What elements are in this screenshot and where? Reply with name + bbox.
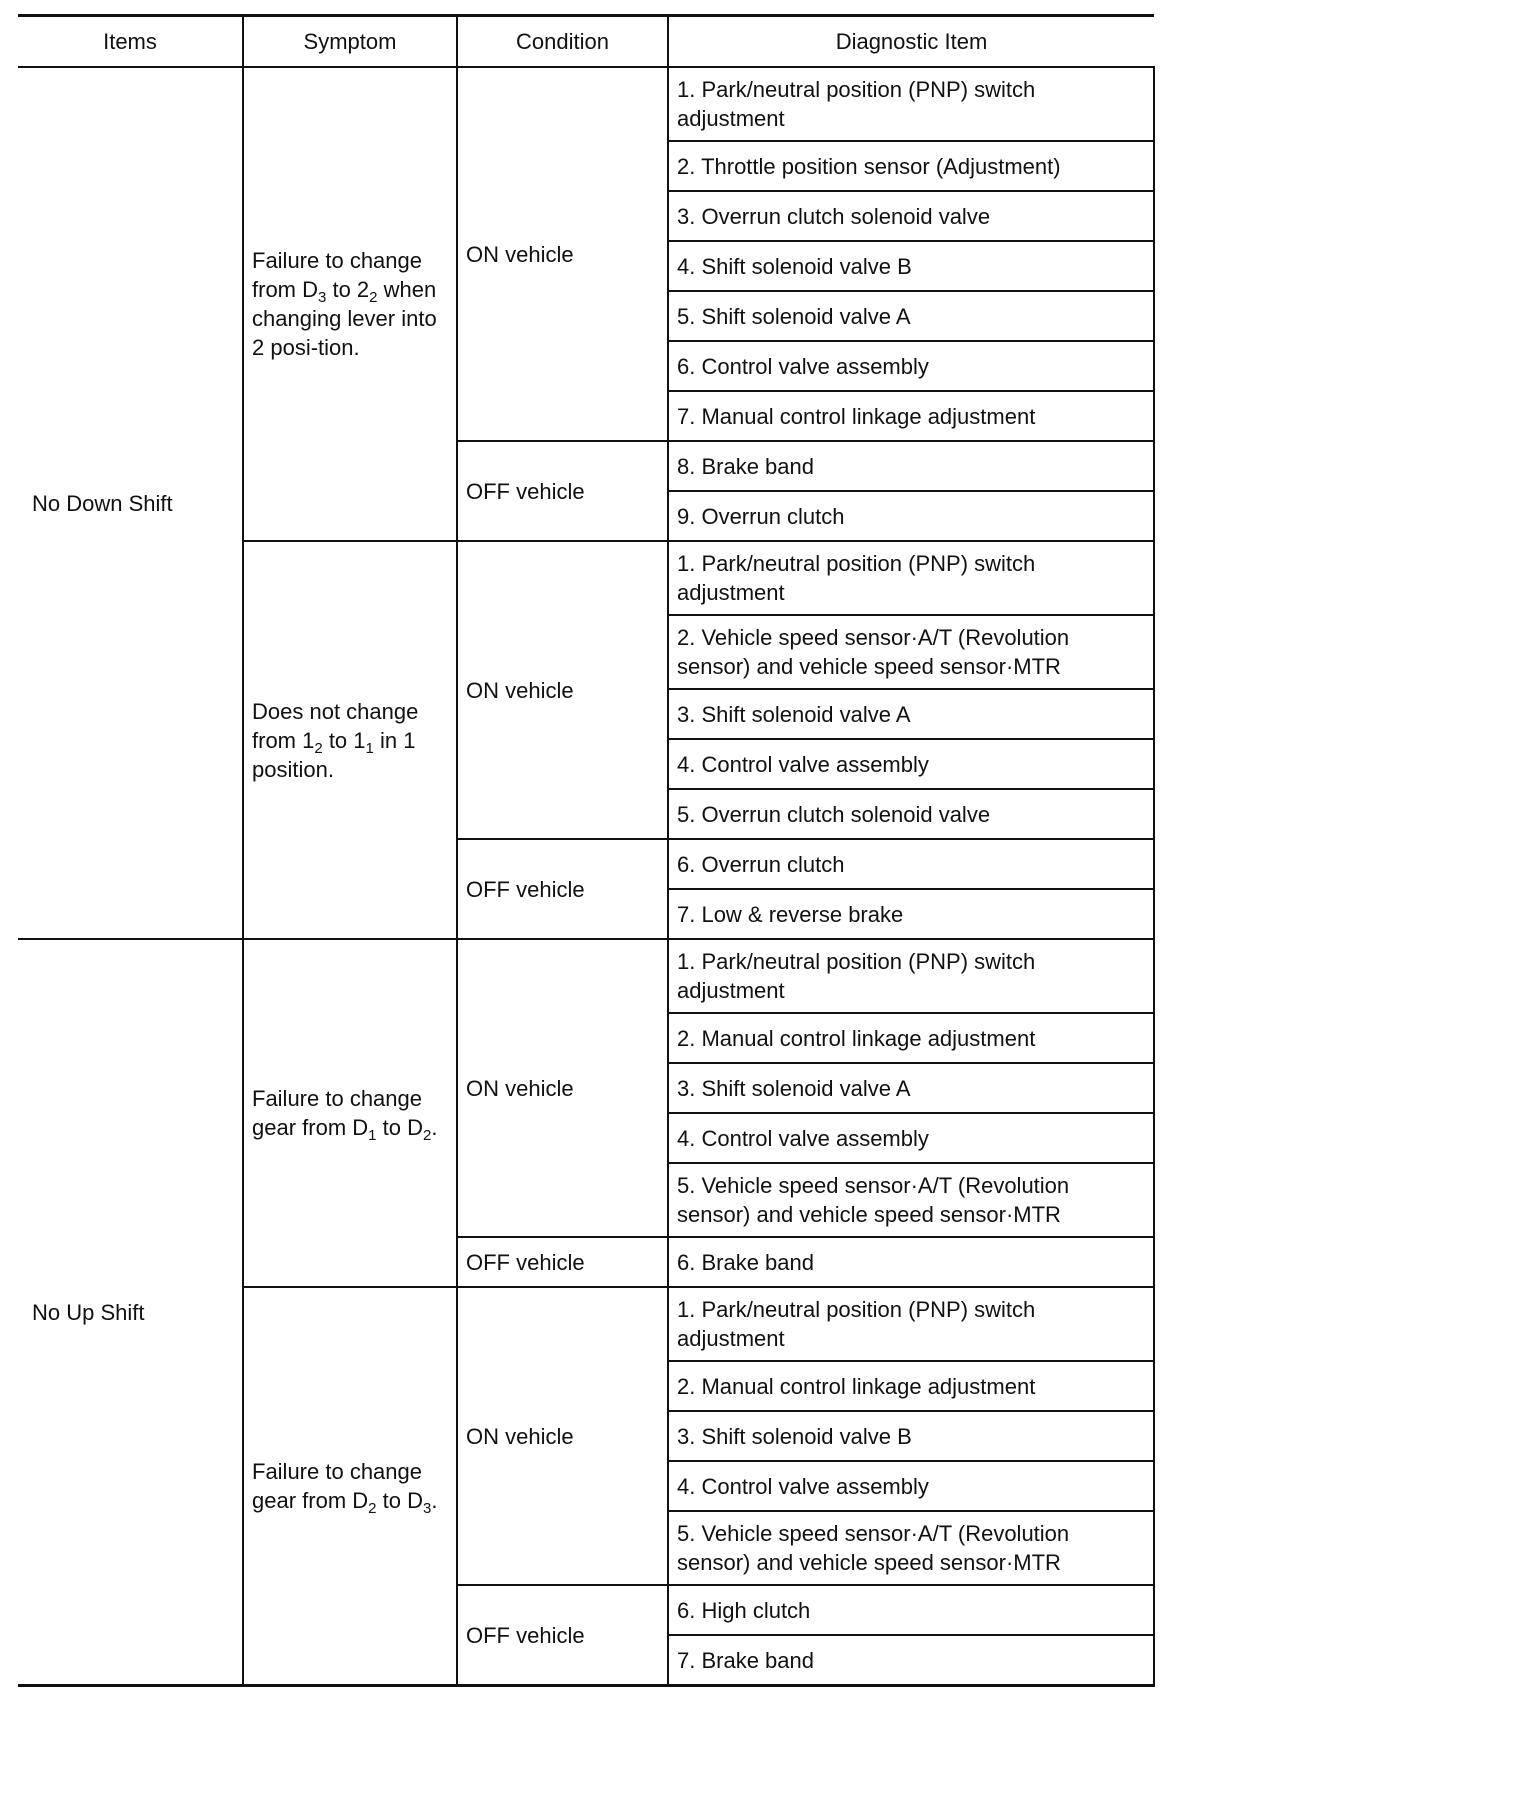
symptom-text-part: Failure to change from D	[252, 248, 422, 302]
diagnostic-table	[18, 14, 1155, 1687]
diagnostic-item: 7. Low & reverse brake	[668, 889, 1154, 939]
diagnostic-item: 1. Park/neutral position (PNP) switch adjustment	[668, 1287, 1154, 1361]
item-group	[18, 67, 1154, 939]
diagnostic-table-page	[18, 14, 1154, 1687]
diagnostic-item: 9. Overrun clutch	[668, 491, 1154, 541]
condition-cell: OFF vehicle	[457, 839, 668, 939]
diagnostic-item: 8. Brake band	[668, 441, 1154, 491]
header-diagnostic-item: Diagnostic Item	[668, 16, 1154, 68]
diagnostic-item: 2. Throttle position sensor (Adjustment)	[668, 141, 1154, 191]
diagnostic-item: 4. Control valve assembly	[668, 739, 1154, 789]
symptom-text-part: to D	[376, 1488, 423, 1513]
condition-cell: OFF vehicle	[457, 1237, 668, 1287]
diagnostic-item: 6. Brake band	[668, 1237, 1154, 1287]
symptom-text-part: in 1 position.	[252, 727, 416, 782]
symptom-text-part: Failure to change gear from D	[252, 1086, 422, 1140]
diagnostic-item: 6. Overrun clutch	[668, 839, 1154, 889]
condition-cell: ON vehicle	[457, 1287, 668, 1585]
symptom-text	[252, 697, 448, 784]
symptom-subscript: 3	[318, 289, 327, 306]
symptom-text	[252, 246, 448, 362]
header-row	[18, 16, 1154, 68]
symptom-text-part: Does not change from 1	[252, 698, 419, 753]
diagnostic-item: 1. Park/neutral position (PNP) switch adjustment	[668, 541, 1154, 615]
symptom-cell	[243, 939, 457, 1287]
diagnostic-item: 1. Park/neutral position (PNP) switch adjustment	[668, 67, 1154, 141]
symptom-cell	[243, 541, 457, 939]
condition-cell: ON vehicle	[457, 541, 668, 839]
diagnostic-item: 4. Control valve assembly	[668, 1113, 1154, 1163]
symptom-text-part: when changing lever into 2 posi-tion.	[252, 277, 437, 360]
symptom-text-part: .	[431, 1488, 438, 1513]
diagnostic-item: 2. Manual control linkage adjustment	[668, 1361, 1154, 1411]
symptom-text-part: to 1	[322, 727, 366, 753]
condition-cell: ON vehicle	[457, 67, 668, 441]
condition-cell: ON vehicle	[457, 939, 668, 1237]
diagnostic-item: 2. Manual control linkage adjustment	[668, 1013, 1154, 1063]
symptom-text	[252, 1457, 448, 1515]
symptom-text-part: Failure to change gear from D	[252, 1459, 422, 1513]
symptom-cell	[243, 67, 457, 541]
diagnostic-item: 5. Overrun clutch solenoid valve	[668, 789, 1154, 839]
symptom-subscript: 2	[314, 739, 323, 757]
symptom-text-part: .	[431, 1115, 438, 1140]
symptom-text-part: to D	[376, 1115, 423, 1140]
symptom-subscript: 2	[368, 1500, 377, 1517]
diagnostic-item: 5. Shift solenoid valve A	[668, 291, 1154, 341]
item-name: No Up Shift	[32, 1299, 145, 1325]
diagnostic-item: 4. Control valve assembly	[668, 1461, 1154, 1511]
diagnostic-item: 6. Control valve assembly	[668, 341, 1154, 391]
header-symptom: Symptom	[243, 16, 457, 68]
diagnostic-item: 5. Vehicle speed sensor·A/T (Revolution sensor) and vehicle speed sensor·MTR	[668, 1163, 1154, 1237]
symptom-subscript: 1	[368, 1127, 377, 1144]
diagnostic-item: 3. Shift solenoid valve A	[668, 689, 1154, 739]
diagnostic-item: 3. Shift solenoid valve A	[668, 1063, 1154, 1113]
table-row	[18, 67, 1154, 141]
symptom-subscript: 1	[365, 739, 374, 757]
diagnostic-item: 3. Overrun clutch solenoid valve	[668, 191, 1154, 241]
diagnostic-item: 3. Shift solenoid valve B	[668, 1411, 1154, 1461]
header-items: Items	[103, 29, 157, 54]
symptom-subscript: 2	[369, 289, 378, 306]
diagnostic-item: 2. Vehicle speed sensor·A/T (Revolution sensor) and vehicle speed sensor·MTR	[668, 615, 1154, 689]
item-group	[18, 939, 1154, 1686]
symptom-text	[252, 1084, 448, 1142]
diagnostic-item: 7. Manual control linkage adjustment	[668, 391, 1154, 441]
condition-cell: OFF vehicle	[457, 1585, 668, 1686]
symptom-subscript: 3	[422, 1500, 432, 1517]
diagnostic-item: 7. Brake band	[668, 1635, 1154, 1686]
symptom-cell	[243, 1287, 457, 1686]
condition-cell: OFF vehicle	[457, 441, 668, 541]
diagnostic-item: 1. Park/neutral position (PNP) switch adjustment	[668, 939, 1154, 1013]
symptom-subscript: 2	[422, 1127, 432, 1144]
item-name: No Down Shift	[32, 490, 173, 516]
table-row	[18, 939, 1154, 1013]
symptom-text-part: to 2	[326, 277, 370, 302]
diagnostic-item: 6. High clutch	[668, 1585, 1154, 1635]
header-condition: Condition	[457, 16, 668, 68]
diagnostic-item: 5. Vehicle speed sensor·A/T (Revolution sensor) and vehicle speed sensor·MTR	[668, 1511, 1154, 1585]
diagnostic-item: 4. Shift solenoid valve B	[668, 241, 1154, 291]
